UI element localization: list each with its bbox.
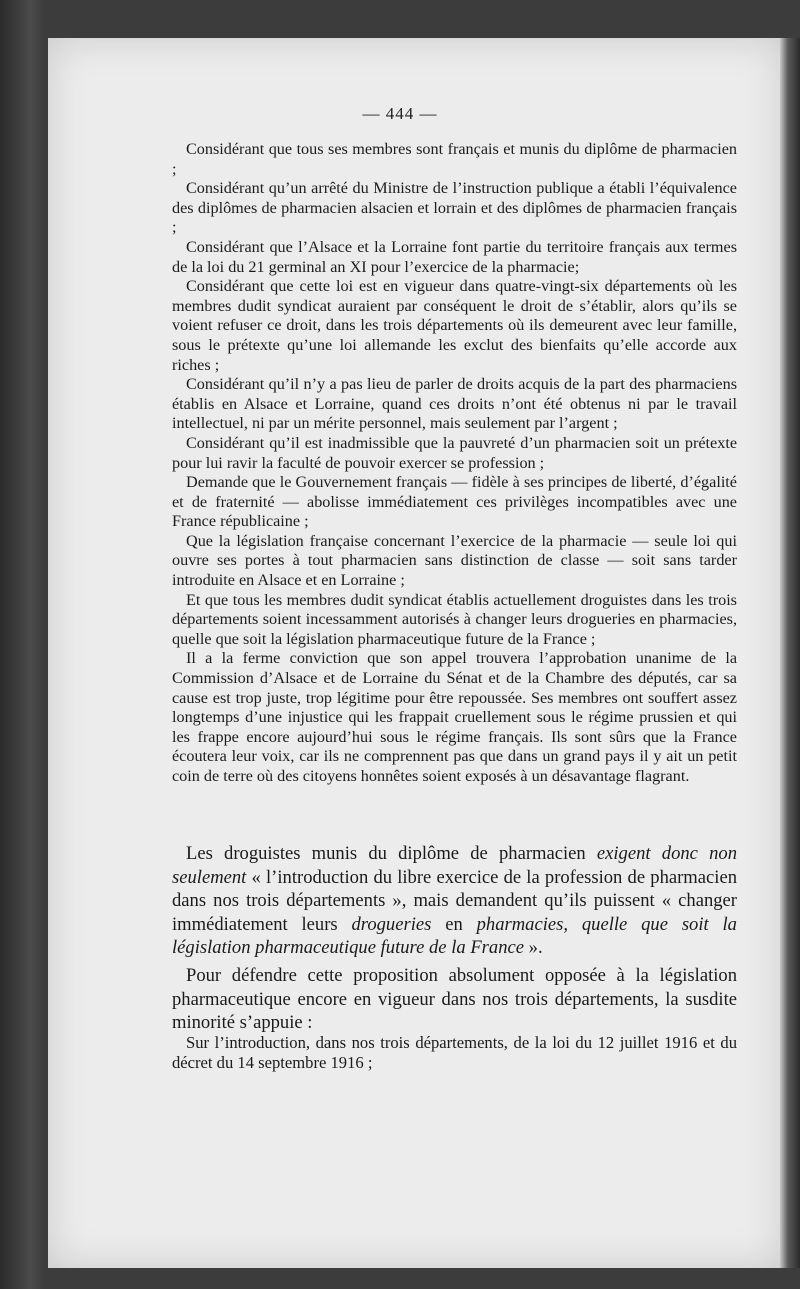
- paragraph: Pour défendre cette proposition absolument opposée à la législation pharmaceutique encore en vigueur dans nos trois départements, la susdite minorité s’appuie :: [172, 964, 737, 1034]
- paragraph: Considérant que cette loi est en vigueur dans quatre-vingt-six départements où les membres dudit syndicat auraient par conséquent le droit de s’établir, alors qu’ils se voient refuser ce droit, dans les trois départements où ils demeurent avec leur famille, sous le prétexte qu’une loi allemande les exclut des bienfaits qu’elle accorde aux riches ;: [172, 277, 737, 374]
- paragraph: Considérant qu’un arrêté du Ministre de l’instruction publique a établi l’équivalence des diplômes de pharmacien alsacien et lorrain et des diplômes de pharmacien français ;: [172, 179, 737, 237]
- body-text: [172, 842, 737, 1035]
- italic-run: exigent donc non seulement: [172, 843, 737, 888]
- paragraph: Considérant que l’Alsace et la Lorraine font partie du territoire français aux termes de la loi du 21 germinal an XI pour l’exercice de la pharmacie;: [172, 237, 737, 276]
- paragraph: Et que tous les membres dudit syndicat établis actuellement droguistes dans les trois départements soient incessamment autorisés à changer leurs drogueries en pharmacies, quelle que soit la législation pharmaceutique future de la France ;: [172, 590, 737, 648]
- paragraph: Considérant qu’il est inadmissible que la pauvreté d’un pharmacien soit un prétexte pour lui ravir la faculté de pouvoir exercer se profession ;: [172, 433, 737, 472]
- text-run: « l’introduction du libre exercice de la profession de pharmacien dans nos trois départements », mais demandent qu’ils puissent « changer immédiatement leurs: [172, 866, 737, 935]
- paragraph: Sur l’introduction, dans nos trois départements, de la loi du 12 juillet 1916 et du décret du 14 septembre 1916 ;: [172, 1033, 737, 1072]
- paragraph: Considérant qu’il n’y a pas lieu de parler de droits acquis de la part des pharmaciens établis en Alsace et Lorraine, quand ces droits n’ont été obtenus ni par le travail intellectuel, ni par un mérite personnel, mais seulement par l’argent ;: [172, 375, 737, 433]
- paragraph: Il a la ferme conviction que son appel trouvera l’approbation unanime de la Commission d’Alsace et de Lorraine du Sénat et de la Chambre des députés, car sa cause est trop juste, trop légitime pour être repoussée. Ses membres ont souffert assez longtemps d’une injustice qui les frappait cruellement sous le régime prussien et qui les frappe encore aujourd’hui sous le régime français. Ils sont sûrs que la France écoutera leur voix, car ils ne comprennent pas que dans un grand pays il y ait un petit coin de terre où des citoyens honnêtes soient exposés à un désavantage flagrant.: [172, 649, 737, 785]
- paragraph: Considérant que tous ses membres sont français et munis du diplôme de pharmacien ;: [172, 140, 737, 178]
- italic-run: drogueries: [351, 913, 432, 935]
- paragraph: Que la législation française concernant l’exercice de la pharmacie — seule loi qui ouvre ses portes à tout pharmacien sans distinction de classe — soit sans tarder introduite en Alsace et en Lorraine ;: [172, 531, 737, 590]
- page-edge: [780, 38, 800, 1268]
- paragraph: [172, 842, 737, 960]
- paragraph: Demande que le Gouvernement français — fidèle à ses principes de liberté, d’égalité et de fraternité — abolisse immédiatement ces privilèges incompatibles avec une France républicaine ;: [172, 473, 737, 531]
- page-number: — 444 —: [362, 104, 438, 123]
- body-text-continued: [172, 1033, 737, 1072]
- italic-run: pharmacies, quelle que soit la législation pharmaceutique future de la France: [172, 913, 737, 959]
- text-run: ».: [524, 937, 543, 959]
- resolution-text: [172, 140, 737, 787]
- text-run: en: [431, 913, 477, 935]
- text-run: Les droguistes munis du diplôme de pharmacien: [186, 843, 597, 864]
